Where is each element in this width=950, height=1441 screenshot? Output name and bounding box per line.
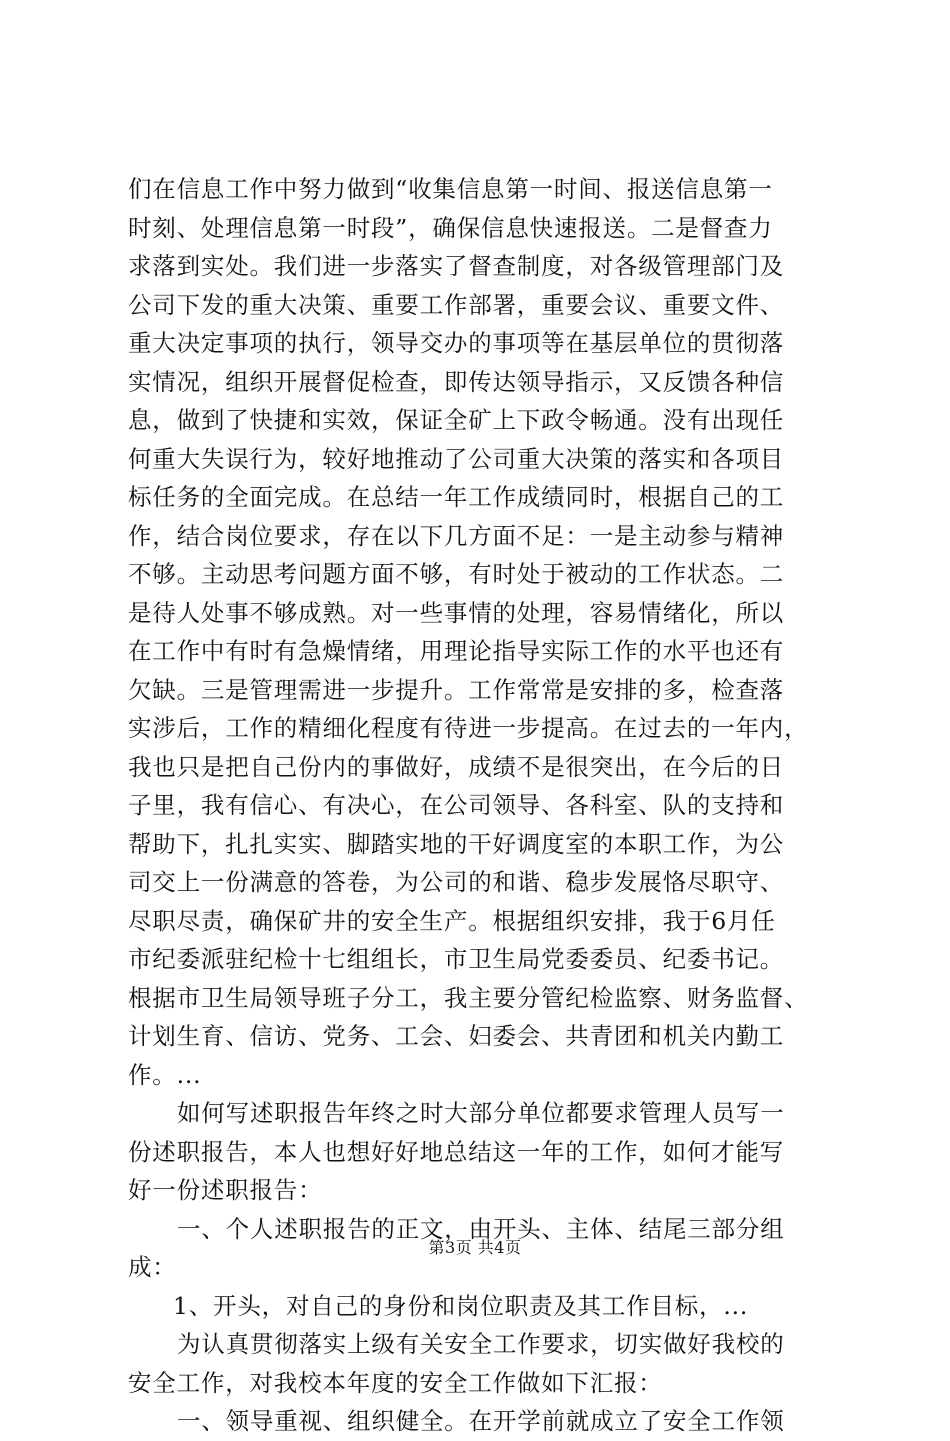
- text-line: 求落到实处。我们进一步落实了督查制度，对各级管理部门及: [128, 252, 785, 280]
- text-line: 实情况，组织开展督促检查，即传达领导指示，又反馈各种信: [128, 367, 785, 396]
- text-line: 安全工作，对我校本年度的安全工作做如下汇报：: [128, 1368, 663, 1397]
- text-line: 欠缺。三是管理需进一步提升。工作常常是安排的多，检查落: [128, 675, 785, 704]
- text-line: 好一份述职报告：: [128, 1176, 323, 1204]
- text-line: 时刻、处理信息第一时段”，确保信息快速报送。二是督查力: [128, 213, 773, 242]
- text-line: 我也只是把自己份内的事做好，成绩不是很突出，在今后的日: [128, 752, 785, 781]
- text-line: 息，做到了快捷和实效，保证全矿上下政令畅通。没有出现任: [128, 406, 785, 434]
- text-line: 帮助下，扎扎实实、脚踏实地的干好调度室的本职工作，为公: [128, 829, 785, 858]
- page-footer: 第3页 共4页: [428, 1238, 522, 1257]
- text-line: 司交上一份满意的答卷，为公司的和谐、稳步发展恪尽职守、: [128, 868, 785, 896]
- text-line: 为认真贯彻落实上级有关安全工作要求，切实做好我校的: [177, 1330, 785, 1358]
- text-line: 作，结合岗位要求，存在以下几方面不足：一是主动参与精神: [128, 521, 785, 550]
- text-line: 在工作中有时有急燥情绪，用理论指导实际工作的水平也还有: [128, 637, 785, 665]
- text-line: 是待人处事不够成熟。对一些事情的处理，容易情绪化，所以: [128, 598, 785, 627]
- text-line: 份述职报告，本人也想好好地总结这一年的工作，如何才能写: [128, 1137, 785, 1166]
- text-line: 根据市卫生局领导班子分工，我主要分管纪检监察、财务监督、: [128, 983, 809, 1012]
- text-line: 作。...: [128, 1060, 202, 1089]
- text-line: 如何写述职报告年终之时大部分单位都要求管理人员写一: [177, 1099, 785, 1127]
- text-line: 市纪委派驻纪检十七组组长，市卫生局党委委员、纪委书记。: [128, 945, 785, 973]
- text-line: 1、开头，对自己的身份和岗位职责及其工作目标，...: [173, 1291, 749, 1320]
- text-line: 子里，我有信心、有决心，在公司领导、各科室、队的支持和: [128, 791, 785, 819]
- text-line: 尽职尽责，确保矿井的安全生产。根据组织安排，我于6月任: [128, 906, 776, 935]
- text-line: 一、领导重视、组织健全。在开学前就成立了安全工作领: [177, 1407, 785, 1435]
- text-line: 标任务的全面完成。在总结一年工作成绩同时，根据自己的工: [128, 483, 785, 511]
- text-line: 计划生育、信访、党务、工会、妇委会、共青团和机关内勤工: [128, 1022, 785, 1050]
- text-line: 何重大失误行为，较好地推动了公司重大决策的落实和各项目: [128, 444, 785, 473]
- text-line: 一、个人述职报告的正文，由开头、主体、结尾三部分组: [177, 1214, 785, 1243]
- text-line: 公司下发的重大决策、重要工作部署，重要会议、重要文件、: [128, 290, 785, 319]
- text-line: 们在信息工作中努力做到“收集信息第一时间、报送信息第一: [128, 175, 773, 203]
- text-line: 重大决定事项的执行，领导交办的事项等在基层单位的贯彻落: [128, 329, 785, 357]
- text-line: 不够。主动思考问题方面不够，有时处于被动的工作状态。二: [128, 560, 785, 588]
- text-line: 成：: [128, 1253, 177, 1281]
- text-line: 实涉后，工作的精细化程度有待进一步提高。在过去的一年内，: [128, 714, 809, 742]
